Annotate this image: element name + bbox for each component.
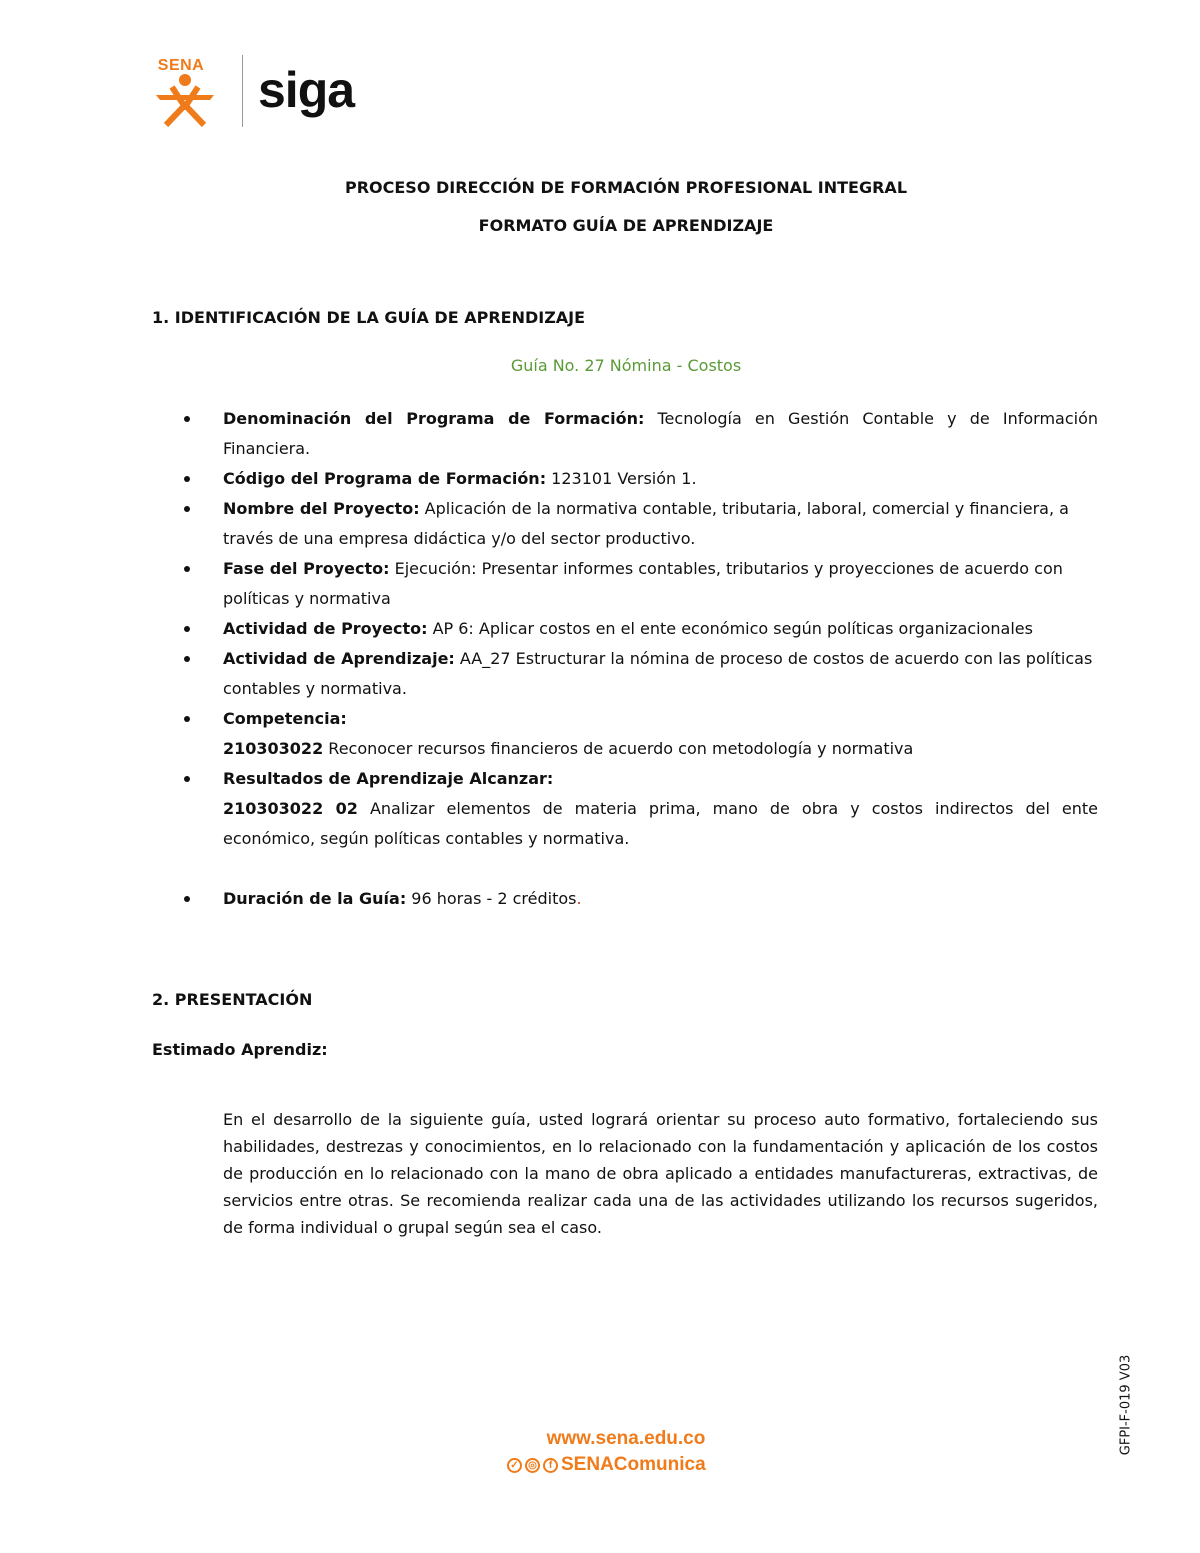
item-value: Tecnología en Gestión Contable y de Información Financiera. [223, 409, 1099, 458]
item-value: Reconocer recursos financieros de acuerdo con metodología y normativa [323, 739, 914, 758]
item-code: 210303022 02 [223, 799, 358, 818]
list-item [152, 704, 1098, 764]
list-item [152, 644, 1098, 704]
section2-heading: 2. PRESENTACIÓN [152, 990, 313, 1009]
bullet-icon [184, 626, 190, 632]
presentation-paragraph: En el desarrollo de la siguiente guía, usted logrará orientar su proceso auto formativo, fortaleciendo sus habilidades, destrezas y conocimientos, en lo relacionado con la fundamentación y aplicación de los costos de producción en lo relacionado con la mano de obra aplicado a entidades manufactureras, extractivas, de servicios entre otras. Se recomienda realizar cada una de las actividades utilizando los recursos sugeridos, de forma individual o grupal según sea el caso. [223, 1110, 1098, 1237]
footer-url: www.sena.edu.co [546, 1428, 706, 1449]
list-item [152, 494, 1098, 554]
item-value: AP 6: Aplicar costos en el ente económico según políticas organizacionales [427, 619, 1033, 638]
bullet-icon [184, 566, 190, 572]
footer-social [507, 1454, 706, 1476]
item-value: 123101 Versión 1. [546, 469, 697, 488]
bullet-icon [184, 776, 190, 782]
item-value: AA_27 Estructurar la nómina de proceso de costos de acuerdo con las políticas contables y normativa. [223, 649, 1093, 698]
item-value: Ejecución: Presentar informes contables, tributarios y proyecciones de acuerdo con políticas y normativa [223, 559, 1063, 608]
item-value: Aplicación de la normativa contable, tributaria, laboral, comercial y financiera, a través de una empresa didáctica y/o del sector productivo. [223, 499, 1069, 548]
identification-list [152, 404, 1098, 914]
guide-number: Guía No. 27 Nómina - Costos [510, 356, 742, 375]
sena-logo-text: SENA [157, 57, 205, 74]
salutation: Estimado Aprendiz: [152, 1040, 328, 1059]
item-label: Código del Programa de Formación: [223, 469, 547, 488]
document-code-text: GFPI-F-019 V03 [1118, 1354, 1134, 1456]
item-label: Actividad de Aprendizaje: [223, 649, 455, 668]
instagram-icon: ◎ [525, 1458, 540, 1473]
list-item [152, 404, 1098, 464]
logo-divider [242, 55, 243, 127]
item-label: Resultados de Aprendizaje Alcanzar: [223, 769, 554, 788]
format-title: FORMATO GUÍA DE APRENDIZAJE [478, 216, 774, 235]
bullet-icon [184, 716, 190, 722]
item-label: Fase del Proyecto: [223, 559, 390, 578]
bullet-icon [184, 476, 190, 482]
item-label: Duración de la Guía: [223, 889, 407, 908]
social-handle: SENAComunica [561, 1454, 706, 1475]
item-label: Actividad de Proyecto: [223, 619, 428, 638]
bullet-icon [184, 656, 190, 662]
sena-logo-icon [152, 73, 218, 127]
item-code: 210303022 [223, 739, 324, 758]
item-label: Competencia: [223, 709, 347, 728]
process-title: PROCESO DIRECCIÓN DE FORMACIÓN PROFESIONAL INTEGRAL [344, 178, 908, 197]
bullet-icon [184, 506, 190, 512]
list-item [152, 464, 1098, 494]
list-item [152, 764, 1098, 854]
list-item [152, 554, 1098, 614]
bullet-icon [184, 896, 190, 902]
bullet-icon [184, 416, 190, 422]
header-logos [150, 55, 390, 130]
section1-heading: 1. IDENTIFICACIÓN DE LA GUÍA DE APRENDIZAJE [152, 308, 586, 327]
item-suffix: . [576, 889, 582, 908]
list-item [152, 884, 1098, 914]
list-item [152, 614, 1098, 644]
item-label: Denominación del Programa de Formación: [223, 409, 645, 428]
item-value: 96 horas - 2 créditos [406, 889, 577, 908]
item-label: Nombre del Proyecto: [223, 499, 420, 518]
item-value: Analizar elementos de materia prima, mano de obra y costos indirectos del ente económico, según políticas contables y normativa. [223, 799, 1099, 848]
siga-logo-text: siga [258, 62, 355, 118]
twitter-icon: ✓ [507, 1458, 522, 1473]
facebook-icon: f [543, 1458, 558, 1473]
